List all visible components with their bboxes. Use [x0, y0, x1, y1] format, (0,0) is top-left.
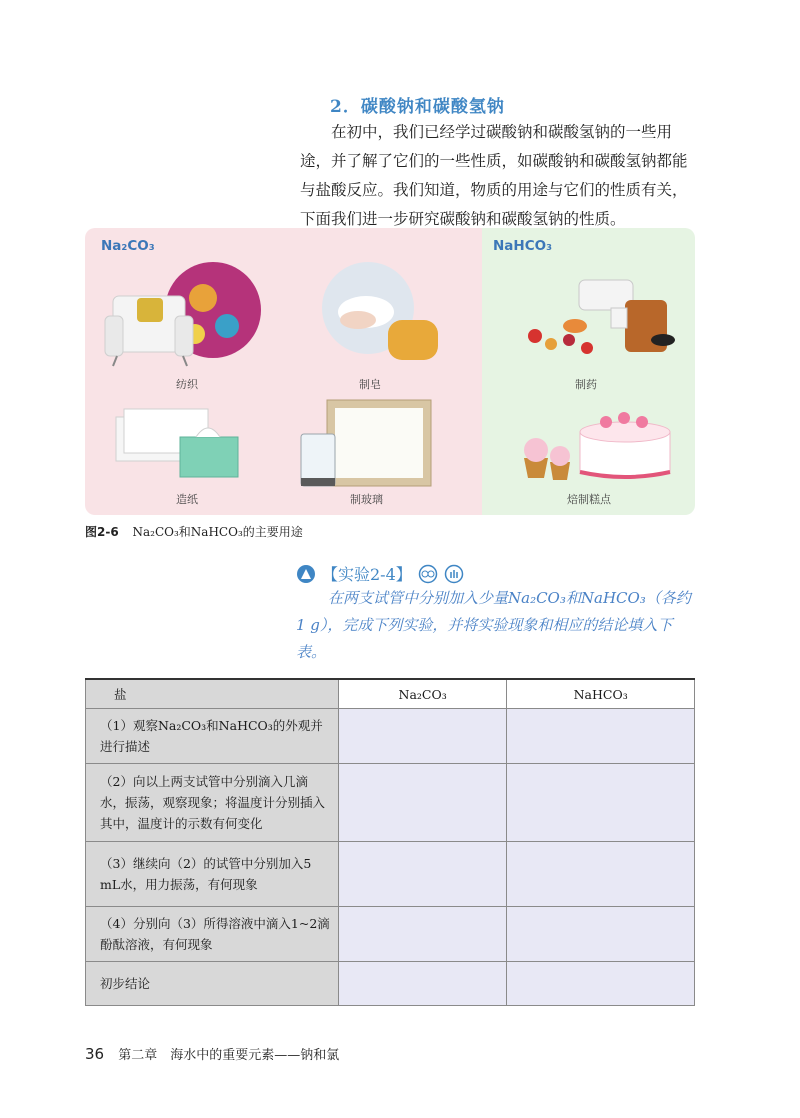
cell-na2co3-result[interactable]: [339, 709, 507, 764]
row-step: （2）向以上两支试管中分别滴入几滴水，振荡，观察现象；将温度计分别插入其中，温度计的示数有何变化: [86, 764, 339, 842]
experiment-icon: [296, 564, 316, 584]
intro-text: 在初中，我们已经学过碳酸钠和碳酸氢钠的一些用途，并了解了它们的一些性质，如碳酸钠和碳酸氢钠都能与盐酸反应。我们知道，物质的用途与它们的性质有关，下面我们进一步研究碳酸钠和碳酸氢钠的性质。: [300, 123, 688, 228]
paper-illustration: [110, 403, 250, 483]
experiment-title: 【实验2-4】: [322, 565, 412, 584]
soap-illustration: [310, 258, 450, 370]
figure-caption: [85, 523, 303, 540]
row-step: （1）观察Na₂CO₃和NaHCO₃的外观并进行描述: [86, 709, 339, 764]
figure-caption-text: Na₂CO₃和NaHCO₃的主要用途: [132, 525, 303, 539]
cell-na2co3-result[interactable]: [339, 907, 507, 962]
goggles-icon: [418, 564, 438, 584]
row-conclusion: 初步结论: [86, 962, 339, 1006]
cake-illustration: [510, 398, 685, 488]
cell-na2co3-result[interactable]: [339, 842, 507, 907]
row-step: （3）继续向（2）的试管中分别加入5 mL水，用力振荡，有何现象: [86, 842, 339, 907]
figure-number: 图2-6: [85, 525, 119, 539]
hand-safety-icon: [444, 564, 464, 584]
table-header-row: [86, 679, 695, 709]
table-row: [86, 842, 695, 907]
experiment-body: [296, 585, 698, 666]
cell-nahco3-conclusion[interactable]: [507, 962, 695, 1006]
item-soap: 制皂: [359, 378, 381, 391]
medicine-illustration: [513, 278, 683, 368]
na2co3-label: Na₂CO₃: [101, 238, 155, 254]
results-table: [85, 678, 695, 1006]
table-row: [86, 764, 695, 842]
experiment-header: [296, 562, 464, 585]
chapter-title: 第二章 海水中的重要元素——钠和氯: [118, 1048, 340, 1063]
experiment-text: 在两支试管中分别加入少量Na₂CO₃和NaHCO₃（各约1 g），完成下列实验，并将实验现象和相应的结论填入下表。: [296, 589, 691, 661]
nahco3-label: NaHCO₃: [493, 238, 553, 254]
table-row: [86, 709, 695, 764]
cell-nahco3-result[interactable]: [507, 842, 695, 907]
section-title: 2．碳酸钠和碳酸氢钠: [330, 97, 505, 117]
item-textile: 纺织: [176, 378, 198, 391]
table-row: [86, 907, 695, 962]
intro-paragraph: [300, 118, 695, 234]
cell-na2co3-conclusion[interactable]: [339, 962, 507, 1006]
glass-illustration: [297, 398, 447, 490]
textile-illustration: [103, 258, 263, 368]
cell-na2co3-result[interactable]: [339, 764, 507, 842]
cell-nahco3-result[interactable]: [507, 764, 695, 842]
page-number: 36: [85, 1045, 105, 1063]
page-footer: [85, 1044, 339, 1063]
row-step: （4）分别向（3）所得溶液中滴入1~2滴酚酞溶液，有何现象: [86, 907, 339, 962]
header-salt: 盐: [86, 679, 339, 709]
header-na2co3: Na₂CO₃: [339, 679, 507, 709]
header-nahco3: NaHCO₃: [507, 679, 695, 709]
item-medicine: 制药: [575, 378, 597, 391]
item-cake: 焙制糕点: [567, 493, 611, 506]
cell-nahco3-result[interactable]: [507, 907, 695, 962]
uses-figure: [85, 228, 695, 515]
item-paper: 造纸: [176, 493, 198, 506]
cell-nahco3-result[interactable]: [507, 709, 695, 764]
table-row: [86, 962, 695, 1006]
item-glass: 制玻璃: [350, 493, 383, 506]
